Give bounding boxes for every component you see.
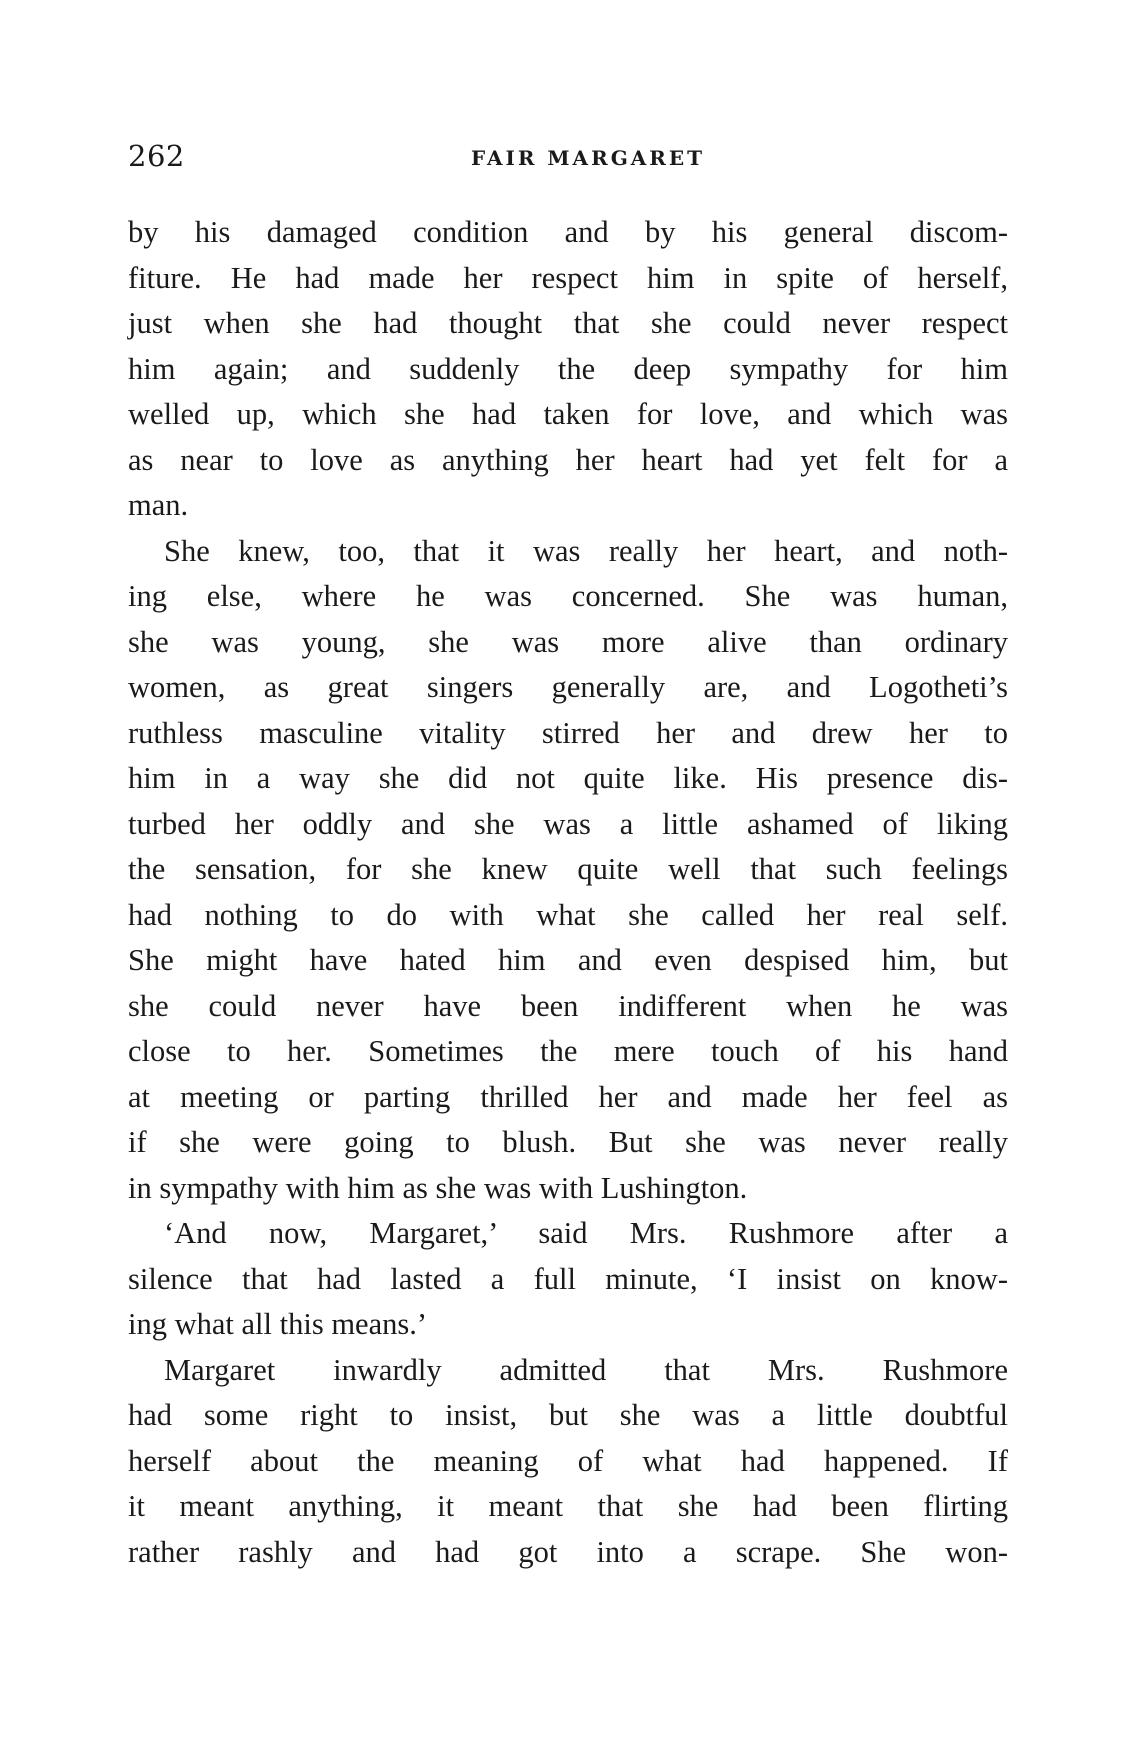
- text-line: she was young, she was more alive than ordinary: [128, 624, 1008, 659]
- text-line: had nothing to do with what she called her real self.: [128, 897, 1008, 932]
- page-number: 262: [128, 139, 185, 173]
- text-line: just when she had thought that she could never respect: [128, 306, 1008, 340]
- text-line: silence that had lasted a full minute, ‘I insist on know-: [128, 1261, 1008, 1296]
- text-line: him again; and suddenly the deep sympathy for him: [128, 351, 1008, 386]
- text-line: She knew, too, that it was really her heart, and noth-: [164, 533, 1008, 568]
- text-line: by his damaged condition and by his general discom-: [128, 215, 1008, 249]
- text-line: women, as great singers generally are, and Logotheti’s: [128, 670, 1008, 704]
- text-line: it meant anything, it meant that she had been flirting: [128, 1489, 1008, 1523]
- text-line: him in a way she did not quite like. His presence dis-: [128, 761, 1008, 795]
- text-line: at meeting or parting thrilled her and made her feel as: [128, 1079, 1008, 1114]
- text-line: if she were going to blush. But she was never really: [128, 1125, 1008, 1159]
- body-text: [128, 210, 1008, 1575]
- text-line: ing what all this means.’: [128, 1307, 428, 1341]
- text-line: herself about the meaning of what had happened. If: [128, 1443, 1008, 1478]
- running-head: [128, 136, 1008, 176]
- text-line: turbed her oddly and she was a little ashamed of liking: [128, 806, 1008, 841]
- text-line: She might have hated him and even despised him, but: [128, 943, 1008, 977]
- text-line: as near to love as anything her heart had yet felt for a: [128, 442, 1008, 477]
- text-line: in sympathy with him as she was with Lushington.: [128, 1170, 748, 1205]
- text-line: Margaret inwardly admitted that Mrs. Rushmore: [164, 1352, 1008, 1387]
- text-line: ‘And now, Margaret,’ said Mrs. Rushmore after a: [164, 1216, 1008, 1250]
- text-line: had some right to insist, but she was a little doubtful: [128, 1398, 1008, 1432]
- text-line: welled up, which she had taken for love, and which was: [128, 397, 1008, 431]
- text-line: close to her. Sometimes the mere touch of his hand: [128, 1034, 1008, 1068]
- text-line: the sensation, for she knew quite well that such feelings: [128, 852, 1008, 886]
- text-line: fiture. He had made her respect him in spite of herself,: [128, 260, 1008, 295]
- running-title: FAIR MARGARET: [470, 146, 706, 170]
- text-line: rather rashly and had got into a scrape. She won-: [128, 1534, 1008, 1569]
- text-line: ing else, where he was concerned. She was human,: [128, 579, 1008, 613]
- text-line: ruthless masculine vitality stirred her and drew her to: [128, 715, 1008, 750]
- text-line: she could never have been indifferent when he was: [128, 988, 1008, 1023]
- text-line: man.: [128, 488, 189, 522]
